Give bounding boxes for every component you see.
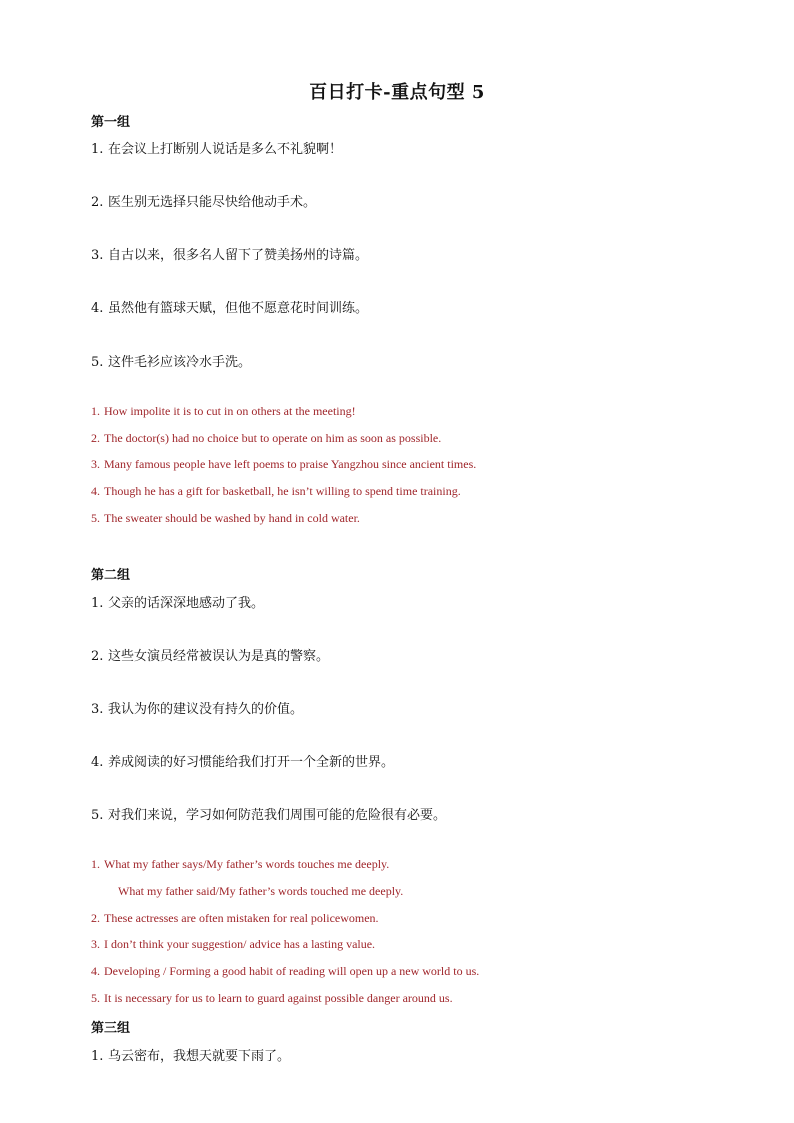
item-number: 3.	[91, 248, 104, 263]
item-number: 1.	[91, 857, 100, 871]
answer-text: How impolite it is to cut in on others at the meeting!	[104, 404, 356, 418]
item-number: 5.	[91, 808, 104, 823]
english-answer	[91, 911, 379, 926]
english-answer	[91, 857, 389, 872]
item-number: 4.	[91, 484, 100, 498]
sentence-text: 乌云密布，我想天就要下雨了。	[108, 1049, 291, 1064]
item-number: 1.	[91, 142, 104, 157]
answer-text: I don’t think your suggestion/ advice has a lasting value.	[104, 937, 376, 951]
sentence-text: 我认为你的建议没有持久的价值。	[108, 702, 304, 717]
chinese-sentence	[91, 645, 329, 664]
item-number: 2.	[91, 431, 100, 445]
item-number: 4.	[91, 964, 100, 978]
english-answer	[91, 404, 356, 419]
sentence-text: 对我们来说，学习如何防范我们周围可能的危险很有必要。	[108, 808, 447, 823]
group-heading: 第二组	[91, 568, 131, 583]
item-number: 1.	[91, 404, 100, 418]
item-number: 4.	[91, 301, 104, 316]
chinese-sentence	[91, 244, 368, 263]
english-answer	[91, 431, 441, 446]
english-answer	[91, 937, 375, 952]
item-number: 5.	[91, 511, 100, 525]
item-number: 2.	[91, 911, 100, 925]
answer-text: Many famous people have left poems to praise Yangzhou since ancient times.	[104, 457, 477, 471]
chinese-sentence	[91, 1045, 290, 1064]
sentence-text: 在会议上打断别人说话是多么不礼貌啊！	[108, 142, 343, 157]
chinese-sentence	[91, 191, 316, 210]
chinese-sentence	[91, 351, 251, 370]
sentence-text: 这件毛衫应该冷水手洗。	[108, 355, 252, 370]
chinese-sentence	[91, 138, 342, 157]
answer-text: The doctor(s) had no choice but to operate on him as soon as possible.	[104, 431, 442, 445]
item-number: 3.	[91, 457, 100, 471]
item-number: 4.	[91, 755, 104, 770]
answer-text: Developing / Forming a good habit of reading will open up a new world to us.	[104, 964, 480, 978]
answer-text: Though he has a gift for basketball, he isn’t willing to spend time training.	[104, 484, 461, 498]
chinese-sentence	[91, 751, 394, 770]
english-answer	[91, 964, 479, 979]
item-number: 3.	[91, 702, 104, 717]
chinese-sentence	[91, 698, 303, 717]
item-number: 1.	[91, 1049, 104, 1064]
sentence-text: 医生别无选择只能尽快给他动手术。	[108, 195, 317, 210]
answer-text: These actresses are often mistaken for real policewomen.	[104, 911, 379, 925]
chinese-sentence	[91, 804, 446, 823]
answer-text: What my father said/My father’s words touched me deeply.	[118, 884, 404, 898]
group-heading: 第一组	[91, 115, 131, 130]
sentence-text: 父亲的话深深地感动了我。	[108, 596, 265, 611]
page-title: 百日打卡-重点句型 5	[309, 82, 485, 103]
group-heading: 第三组	[91, 1021, 131, 1036]
english-answer	[91, 457, 476, 472]
item-number: 5.	[91, 355, 104, 370]
english-answer	[91, 484, 461, 499]
english-answer	[91, 991, 453, 1006]
answer-text: It is necessary for us to learn to guard against possible danger around us.	[104, 991, 453, 1005]
item-number: 2.	[91, 649, 104, 664]
sentence-text: 自古以来，很多名人留下了赞美扬州的诗篇。	[108, 248, 369, 263]
chinese-sentence	[91, 592, 264, 611]
sentence-text: 养成阅读的好习惯能给我们打开一个全新的世界。	[108, 755, 395, 770]
answer-text: The sweater should be washed by hand in cold water.	[104, 511, 360, 525]
answer-text: What my father says/My father’s words touches me deeply.	[104, 857, 390, 871]
item-number: 2.	[91, 195, 104, 210]
chinese-sentence	[91, 297, 368, 316]
sentence-text: 这些女演员经常被误认为是真的警察。	[108, 649, 330, 664]
sentence-text: 虽然他有篮球天赋，但他不愿意花时间训练。	[108, 301, 369, 316]
english-answer	[91, 511, 360, 526]
item-number: 5.	[91, 991, 100, 1005]
item-number: 3.	[91, 937, 100, 951]
item-number: 1.	[91, 596, 104, 611]
english-answer-alternate	[118, 884, 403, 899]
